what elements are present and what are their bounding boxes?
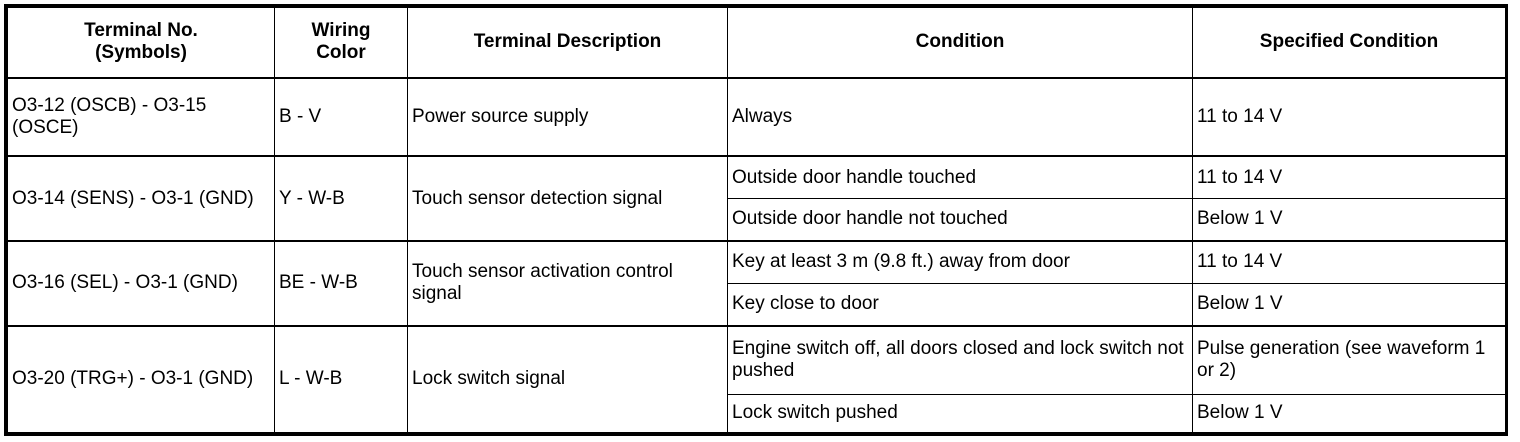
header-description: Terminal Description [408, 8, 728, 78]
specified-cell: Pulse generation (see waveform 1 or 2) [1193, 326, 1506, 395]
specified-cell: Below 1 V [1193, 283, 1506, 325]
specified-cell: 11 to 14 V [1193, 241, 1506, 283]
header-terminal: Terminal No. (Symbols) [8, 8, 275, 78]
condition-cell: Key at least 3 m (9.8 ft.) away from door [728, 241, 1193, 283]
description-cell: Touch sensor detection signal [408, 156, 728, 241]
terminal-table [7, 7, 1506, 433]
header-row [8, 8, 1506, 78]
wiring-cell: L - W-B [275, 326, 408, 433]
header-wiring: Wiring Color [275, 8, 408, 78]
specified-cell: 11 to 14 V [1193, 78, 1506, 157]
table-row [8, 326, 1506, 395]
specified-cell: Below 1 V [1193, 199, 1506, 241]
header-condition: Condition [728, 8, 1193, 78]
wiring-cell: BE - W-B [275, 241, 408, 326]
terminal-cell: O3-16 (SEL) - O3-1 (GND) [8, 241, 275, 326]
condition-cell: Lock switch pushed [728, 394, 1193, 432]
table-row [8, 78, 1506, 157]
condition-cell: Engine switch off, all doors closed and lock switch not pushed [728, 326, 1193, 395]
specified-cell: 11 to 14 V [1193, 156, 1506, 198]
table-row [8, 241, 1506, 283]
description-cell: Touch sensor activation control signal [408, 241, 728, 326]
wiring-cell: Y - W-B [275, 156, 408, 241]
condition-cell: Always [728, 78, 1193, 157]
description-cell: Lock switch signal [408, 326, 728, 433]
description-cell: Power source supply [408, 78, 728, 157]
table-row [8, 156, 1506, 198]
specified-cell: Below 1 V [1193, 394, 1506, 432]
terminal-table-frame [4, 4, 1508, 436]
condition-cell: Key close to door [728, 283, 1193, 325]
condition-cell: Outside door handle touched [728, 156, 1193, 198]
terminal-cell: O3-20 (TRG+) - O3-1 (GND) [8, 326, 275, 433]
condition-cell: Outside door handle not touched [728, 199, 1193, 241]
terminal-cell: O3-14 (SENS) - O3-1 (GND) [8, 156, 275, 241]
terminal-cell: O3-12 (OSCB) - O3-15 (OSCE) [8, 78, 275, 157]
wiring-cell: B - V [275, 78, 408, 157]
header-specified: Specified Condition [1193, 8, 1506, 78]
